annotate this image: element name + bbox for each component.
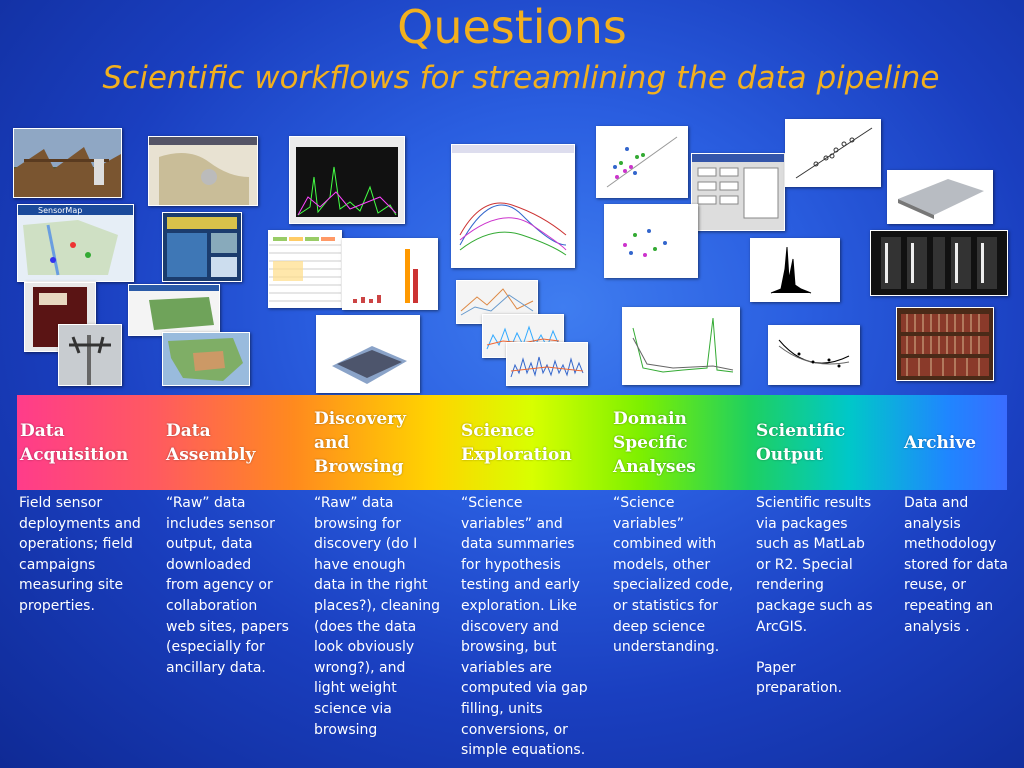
- sensormap-screenshot: [17, 204, 134, 282]
- stage-data-assembly-description: “Raw” data includes sensor output, data downloaded from agency or collaboration web sites, papers (especially for ancillary data.: [166, 495, 289, 676]
- stage-title: Data Assembly: [166, 420, 256, 465]
- multi-line-chart-screenshot: [451, 144, 575, 268]
- scatter-plot-thumbnail-1: [596, 126, 688, 198]
- map-website-screenshot: [148, 136, 258, 206]
- spreadsheet-screenshot: [268, 230, 342, 308]
- stage-scientific-output-description: Scientific results via packages such as MatLab or R2. Special rendering package such as ArcGIS. Paper preparation.: [756, 495, 873, 697]
- sensor-tower-photo: [58, 324, 122, 386]
- stage-discovery-browsing-title: [314, 395, 454, 490]
- stage-data-assembly-title: [166, 395, 306, 490]
- stage-title: Domain Specific Analyses: [613, 408, 696, 477]
- stage-title: Data Acquisition: [20, 420, 129, 465]
- time-series-card-3: [506, 342, 588, 386]
- stage-domain-analyses-description: “Science variables” combined with models, other specialized code, or statistics for deep science understanding.: [613, 495, 734, 656]
- dialog-window-screenshot: [691, 153, 785, 231]
- stage-scientific-output-title: [756, 395, 896, 490]
- 3d-surface-plot: [316, 315, 420, 393]
- stage-domain-analyses-title: [613, 395, 753, 490]
- slide-title: Questions: [397, 0, 627, 54]
- stage-science-exploration-description: “Science variables” and data summaries for hypothesis testing and early exploration. Like discovery and browsing, but variables are computed via gap filling, units conversions, or simple equations.: [461, 495, 588, 759]
- line-plot-analysis: [622, 307, 740, 385]
- stage-title: Science Exploration: [461, 420, 572, 465]
- bridge-photo: [13, 128, 122, 198]
- histogram-plot: [750, 238, 840, 302]
- stage-archive-title: [904, 395, 1004, 490]
- stage-data-acquisition-description: Field sensor deployments and operations; field campaigns measuring site properties.: [19, 495, 141, 614]
- bookshelf-photo: [896, 307, 994, 381]
- precipitation-bar-chart: [342, 238, 438, 310]
- stage-science-exploration-title: [461, 395, 601, 490]
- spectrum-plot-window: [289, 136, 405, 224]
- stage-title: Scientific Output: [756, 420, 846, 465]
- regression-scatter-plot: [785, 119, 881, 187]
- stage-discovery-browsing-description: “Raw” data browsing for discovery (do I have enough data in the right places?), cleaning (does the data look obviously wrong?), and light weight science via browsing: [314, 495, 441, 738]
- scatter-plot-thumbnail-2: [604, 204, 698, 278]
- slide-subtitle: Scientific workflows for streamlining the data pipeline: [102, 60, 940, 96]
- stage-archive-description: Data and analysis methodology stored for data reuse, or repeating an analysis .: [904, 495, 1008, 635]
- stage-data-acquisition-title: [20, 395, 160, 490]
- us-map-website-screenshot: [128, 284, 220, 336]
- storage-drive-photo: [887, 170, 993, 224]
- north-america-map-screenshot: [162, 332, 250, 386]
- curve-fit-plot: [768, 325, 860, 385]
- sensormap-label: SensorMap: [38, 206, 83, 215]
- stage-title: Archive: [904, 432, 977, 453]
- stage-title: Discovery and Browsing: [314, 408, 406, 477]
- server-racks-photo: [870, 230, 1008, 296]
- data-center-website-screenshot: [162, 212, 242, 282]
